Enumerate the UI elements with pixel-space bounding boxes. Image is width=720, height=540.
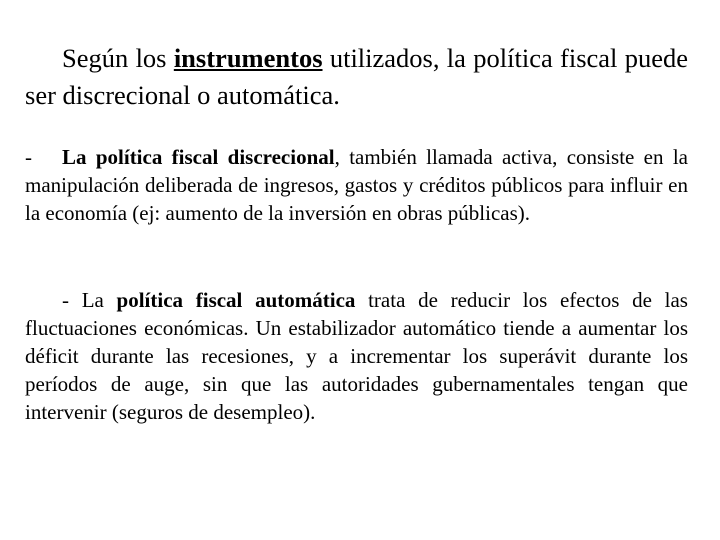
intro-paragraph	[25, 40, 688, 114]
intro-emphasis-instrumentos: instrumentos	[173, 43, 323, 73]
automatic-policy-prefix: - La	[62, 288, 117, 312]
automatic-policy-paragraph	[25, 286, 688, 426]
discretionary-policy-paragraph	[25, 143, 688, 227]
bullet-dash: -	[25, 145, 32, 169]
discretionary-policy-text: , también llamada activa, consiste en la manipulación deliberada de ingresos, gastos y créditos públicos para influir en la economía (ej: aumento de la inversión en obras públicas).	[25, 145, 688, 225]
automatic-policy-heading: política fiscal automática	[116, 288, 356, 312]
automatic-policy-text: trata de reducir los efectos de las fluctuaciones económicas. Un estabilizador automático tiende a aumentar los déficit durante las recesiones, y a incrementar los superávit durante los períodos de auge, sin que las autoridades gubernamentales tengan que intervenir (seguros de desempleo).	[25, 288, 688, 424]
discretionary-policy-heading: La política fiscal discrecional	[62, 145, 335, 169]
intro-text-after: utilizados, la política fiscal puede ser discrecional o automática.	[25, 43, 688, 110]
intro-text-before: Según los	[62, 43, 174, 73]
